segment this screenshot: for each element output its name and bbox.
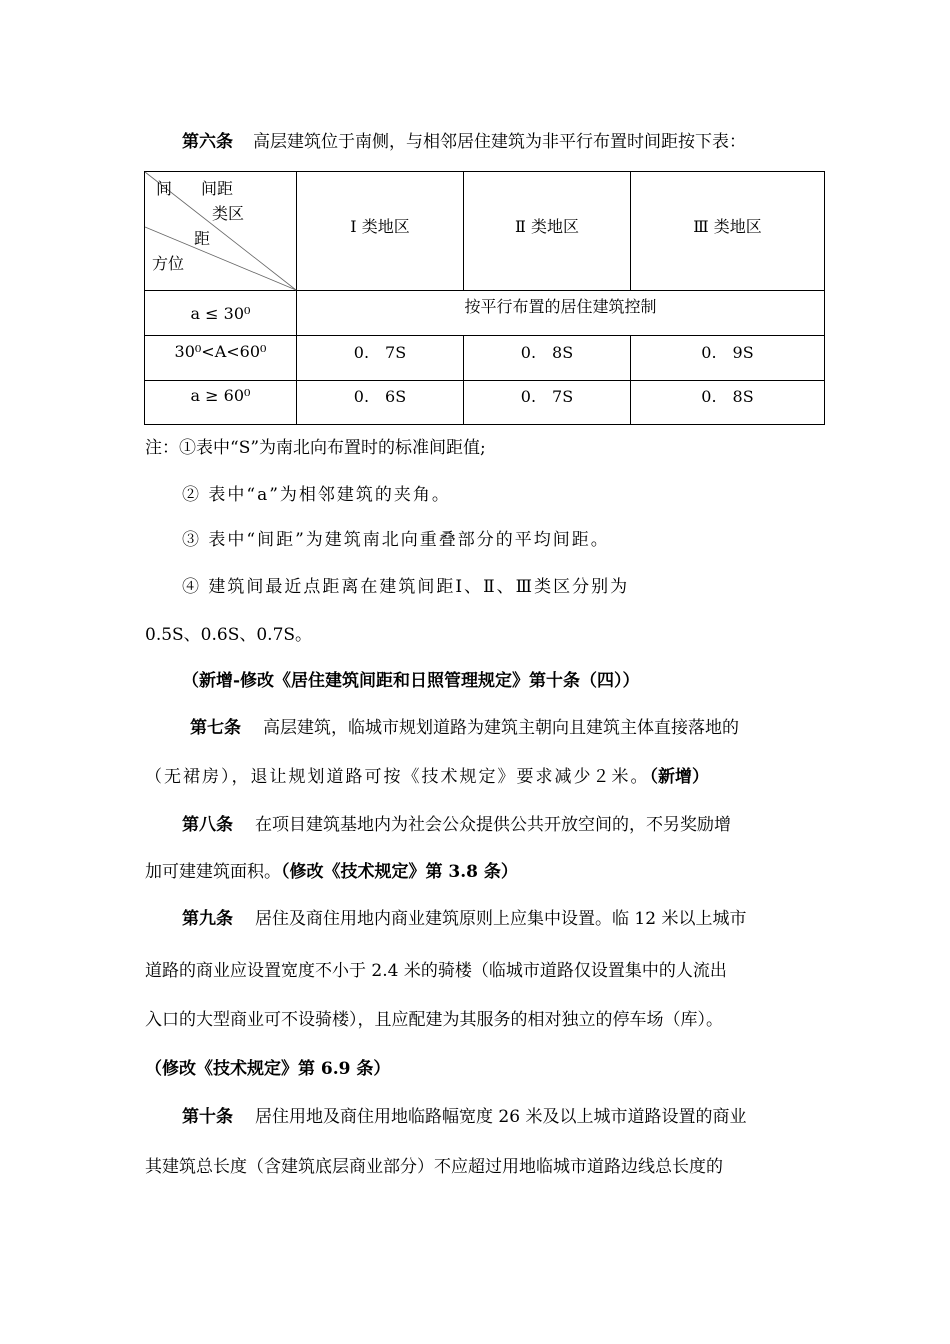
article-6-text: 高层建筑位于南侧，与相邻居住建筑为非平行布置时间距按下表： [253, 132, 746, 152]
corner-label: 方位 [152, 254, 185, 273]
row-angle: 30⁰<A<60⁰ [174, 341, 267, 361]
corner-label: 距 [194, 229, 211, 248]
corner-label: 间距 [201, 179, 234, 198]
table-cell: 0. 8S [520, 342, 574, 362]
table-border-right [824, 171, 825, 425]
article-8-line-2 [145, 857, 518, 882]
header-zone-3: Ⅲ 类地区 [693, 216, 762, 236]
table-cell: 0. 8S [701, 386, 754, 406]
header-zone-2: Ⅱ 类地区 [515, 216, 579, 236]
article-7-text: （无裙房），退让规划道路可按《技术规定》要求减少２米。 [145, 767, 650, 787]
article-7-title: 第七条 [190, 718, 241, 738]
article-7-tag: （新增） [649, 767, 709, 787]
table-cell: 0. 7S [520, 386, 574, 406]
table-cell: 0. 6S [353, 386, 407, 406]
article-7-line-1 [190, 713, 739, 738]
article-10-line-1 [182, 1102, 746, 1127]
row-angle: a ≥ 60⁰ [190, 385, 251, 405]
article-10-line-2: 其建筑总长度（含建筑底层商业部分）不应超过用地临城市道路边线总长度的 [145, 1157, 723, 1177]
article-7-line-2 [145, 762, 709, 787]
note-2: ② 表中“a”为相邻建筑的夹角。 [182, 485, 451, 505]
article-6-line [182, 127, 746, 152]
article-9-title: 第九条 [182, 909, 233, 929]
merged-cell: 按平行布置的居住建筑控制 [464, 296, 657, 316]
note-4: ④ 建筑间最近点距离在建筑间距Ⅰ、Ⅱ、Ⅲ类区分别为 [182, 577, 630, 597]
table-cell: 0. 7S [353, 342, 407, 362]
article-8-title: 第八条 [182, 815, 233, 835]
article-8-tag: （修改《技术规定》第 3.8 条） [281, 862, 518, 882]
article-9-line-2: 道路的商业应设置宽度不小于 2.4 米的骑楼（临城市道路仅设置集中的人流出 [145, 961, 727, 981]
table-cell: 0. 9S [701, 342, 754, 362]
corner-label: 类区 [212, 204, 245, 223]
article-8-text: 在项目建筑基地内为社会公众提供公共开放空间的，不另奖励增 [255, 815, 731, 835]
row-angle: a ≤ 30⁰ [190, 303, 251, 323]
article-8-line-1 [182, 810, 731, 835]
article-9-text: 居住及商住用地内商业建筑原则上应集中设置。临 12 米以上城市 [255, 909, 747, 929]
corner-label: 间 [156, 179, 173, 198]
note-1: 注：①表中“S”为南北向布置时的标准间距值; [145, 438, 486, 458]
source-note: （新增-修改《居住建筑间距和日照管理规定》第十条（四）） [182, 671, 640, 691]
article-7-text: 高层建筑，临城市规划道路为建筑主朝向且建筑主体直接落地的 [263, 718, 739, 738]
article-8-text: 加可建建筑面积。 [145, 862, 281, 882]
article-9-line-1 [182, 904, 746, 929]
article-9-line-3: 入口的大型商业可不设骑楼），且应配建为其服务的相对独立的停车场（库）。 [145, 1010, 723, 1030]
article-10-title: 第十条 [182, 1107, 233, 1127]
table-border-bottom [144, 424, 825, 425]
note-4-continued: 0.5S、0.6S、0.7S。 [145, 625, 313, 645]
header-zone-1: Ⅰ 类地区 [350, 216, 410, 236]
spacing-table [144, 171, 825, 425]
article-6-title: 第六条 [182, 132, 233, 152]
note-3: ③ 表中“间距”为建筑南北向重叠部分的平均间距。 [182, 530, 610, 550]
article-9-tag: （修改《技术规定》第 6.9 条） [145, 1059, 391, 1079]
article-10-text: 居住用地及商住用地临路幅宽度 26 米及以上城市道路设置的商业 [255, 1107, 747, 1127]
